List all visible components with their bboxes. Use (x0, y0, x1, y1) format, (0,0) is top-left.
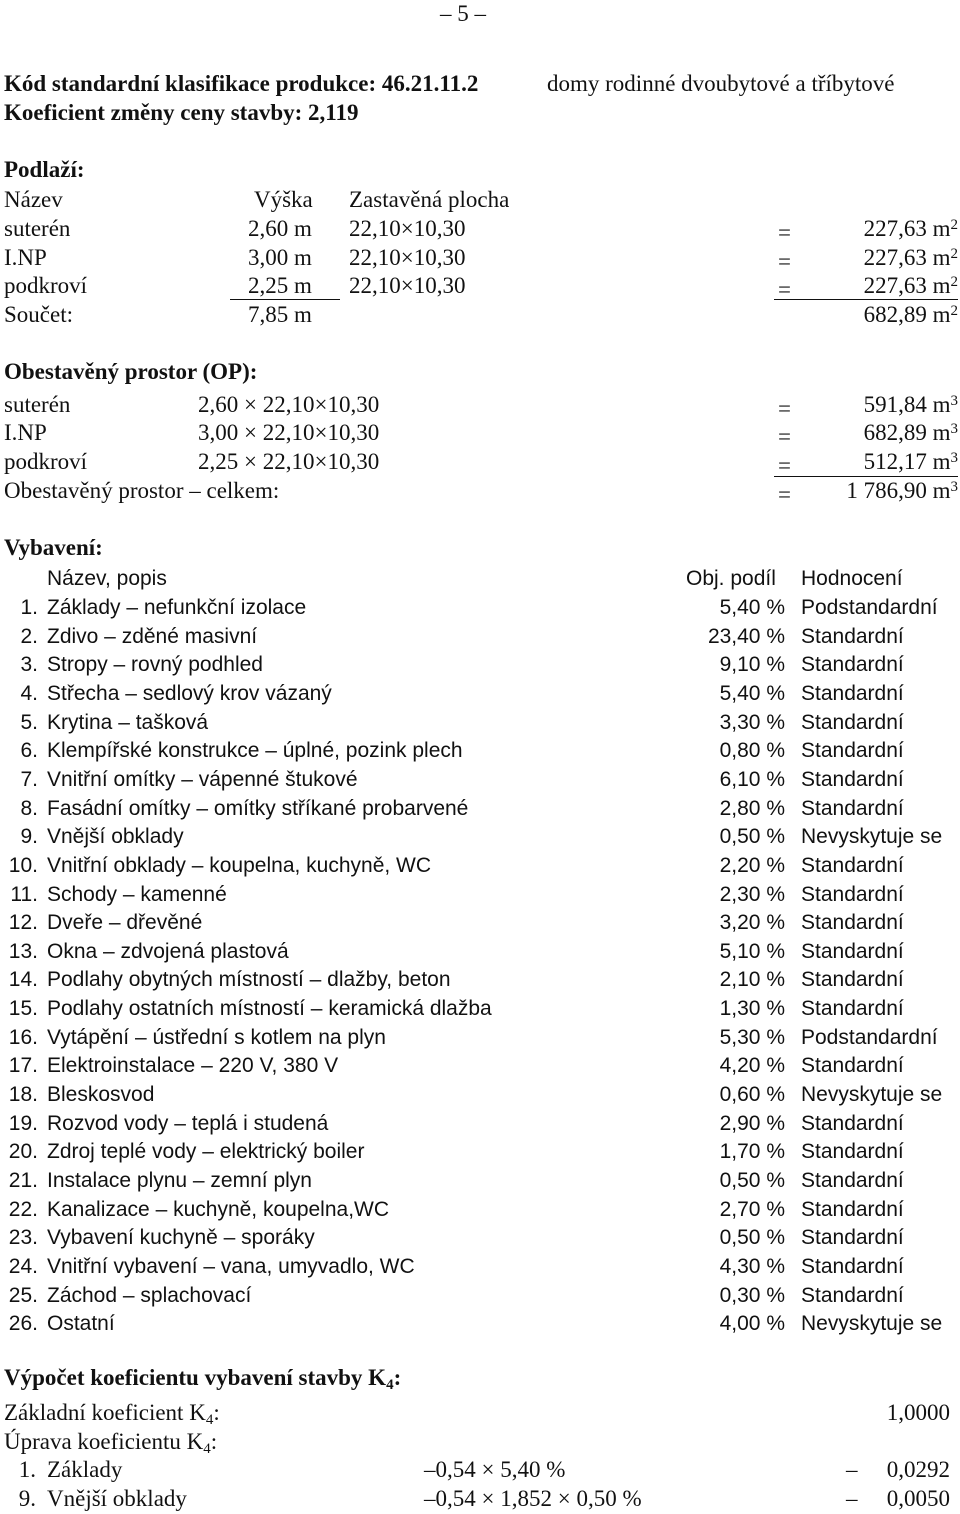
equipment-name: Instalace plynu – zemní plyn (47, 1169, 312, 1192)
k4-adjust-label: Úprava koeficientu $K_4$: (4, 1429, 218, 1457)
volume-name: podkroví (4, 449, 88, 474)
equipment-number: 10. (8, 853, 38, 877)
equipment-share: 5,10 % (719, 939, 785, 963)
equipment-rating: Standardní (801, 1283, 904, 1307)
floor-area-value: 227,63 $m^2$ (863, 273, 958, 298)
equipment-share: 9,10 % (719, 653, 785, 677)
k4-row-name: Základy (47, 1457, 123, 1482)
equipment-rating: Standardní (801, 968, 904, 992)
volume-equals: = (778, 396, 791, 421)
equipment-number: 17. (8, 1054, 38, 1078)
equipment-share: 23,40 % (707, 624, 785, 648)
floor-height: 2,25 m (248, 273, 312, 298)
floor-name: suterén (4, 216, 71, 241)
equipment-number: 26. (8, 1312, 38, 1336)
volume-equals: = (778, 453, 791, 478)
equipment-col-rating: Hodnocení (801, 567, 903, 590)
equipment-rating: Standardní (801, 739, 904, 763)
equipment-share: 2,20 % (719, 853, 785, 877)
equipment-share: 1,30 % (719, 997, 785, 1021)
k4-base-label: Základní koeficient $K_4$: (4, 1400, 220, 1428)
equipment-name: Zdroj teplé vody – elektrický boiler (47, 1140, 365, 1164)
equipment-number: 6. (20, 739, 38, 763)
equipment-name: Podlahy ostatních místností – keramická dlažba (47, 997, 492, 1021)
equipment-rating: Standardní (801, 710, 904, 734)
price-coefficient: Koeficient změny ceny stavby: 2,119 (4, 100, 359, 125)
equipment-rating: Standardní (801, 767, 904, 791)
equipment-name: Vnitřní obklady – koupelna, kuchyně, WC (47, 853, 432, 877)
equipment-name: Vytápění – ústřední s kotlem na plyn (47, 1025, 386, 1049)
equipment-number: 15. (8, 997, 38, 1021)
equipment-col-share: Obj. podíl (686, 567, 776, 590)
volume-total-value: 1 786,90 $m^3$ (846, 478, 958, 503)
floor-area-value: 227,63 $m^2$ (863, 245, 958, 270)
equipment-name: Krytina – tašková (47, 710, 209, 734)
equipment-name: Fasádní omítky – omítky stříkané probarvené (47, 796, 469, 820)
equipment-rating: Standardní (801, 1197, 904, 1221)
area-sum-rule (774, 299, 958, 300)
equipment-number: 1. (20, 596, 38, 619)
equipment-number: 21. (8, 1169, 38, 1192)
k4-row-sign: – (846, 1457, 858, 1482)
equipment-share: 0,50 % (719, 825, 785, 849)
equipment-number: 18. (8, 1083, 38, 1107)
equipment-name: Základy – nefunkční izolace (47, 596, 307, 619)
equipment-name: Střecha – sedlový krov vázaný (47, 681, 332, 705)
k4-row-number: 1. (18, 1457, 36, 1482)
equipment-rating: Standardní (801, 1140, 904, 1164)
volume-name: I.NP (4, 420, 47, 445)
equipment-name: Podlahy obytných místností – dlažby, beton (47, 968, 451, 992)
equipment-share: 1,70 % (719, 1140, 785, 1164)
equipment-share: 5,30 % (719, 1025, 785, 1049)
equipment-name: Záchod – splachovací (47, 1283, 252, 1307)
floor-formula: 22,10×10,30 (349, 273, 466, 298)
k4-row-number: 9. (18, 1486, 36, 1511)
equipment-rating: Nevyskytuje se (801, 1083, 943, 1107)
equipment-rating: Standardní (801, 796, 904, 820)
equipment-share: 0,50 % (719, 1169, 785, 1192)
equipment-rating: Standardní (801, 653, 904, 677)
floors-total-height: 7,85 m (248, 302, 312, 327)
equipment-name: Okna – zdvojená plastová (47, 939, 289, 963)
k4-base-value: 1,0000 (886, 1400, 950, 1425)
volume-equals: = (778, 424, 791, 449)
equipment-number: 24. (8, 1254, 38, 1278)
equipment-number: 5. (20, 710, 38, 734)
equipment-name: Kanalizace – kuchyně, koupelna,WC (47, 1197, 390, 1221)
equipment-rating: Standardní (801, 681, 904, 705)
volume-formula: 2,60 × 22,10×10,30 (198, 392, 380, 417)
volume-formula: 3,00 × 22,10×10,30 (198, 420, 380, 445)
equipment-rating: Standardní (801, 997, 904, 1021)
equipment-name: Zdivo – zděné masivní (47, 624, 258, 648)
k4-row-value: 0,0292 (886, 1457, 950, 1482)
equipment-name: Stropy – rovný podhled (47, 653, 263, 677)
equipment-rating: Standardní (801, 1111, 904, 1135)
equipment-number: 3. (20, 653, 38, 677)
equipment-number: 20. (8, 1140, 38, 1164)
equipment-share: 5,40 % (719, 681, 785, 705)
equipment-name: Vnitřní vybavení – vana, umyvadlo, WC (47, 1254, 415, 1278)
floors-heading: Podlaží: (4, 157, 85, 182)
equipment-name: Rozvod vody – teplá i studená (47, 1111, 329, 1135)
equipment-share: 4,00 % (719, 1312, 785, 1336)
equipment-name: Klempířské konstrukce – úplné, pozink plech (47, 739, 463, 763)
equipment-number: 11. (10, 882, 38, 906)
k4-heading: Výpočet koeficientu vybavení stavby $K_4$: (4, 1365, 402, 1393)
equipment-name: Schody – kamenné (47, 882, 227, 906)
volume-formula: 2,25 × 22,10×10,30 (198, 449, 380, 474)
k4-row-value: 0,0050 (886, 1486, 950, 1511)
equipment-rating: Standardní (801, 624, 904, 648)
equipment-rating: Podstandardní (801, 596, 938, 619)
equipment-number: 2. (20, 624, 38, 648)
k4-row-name: Vnější obklady (47, 1486, 187, 1511)
equipment-share: 0,50 % (719, 1226, 785, 1250)
equipment-name: Bleskosvod (47, 1083, 155, 1107)
equipment-number: 22. (8, 1197, 38, 1221)
floors-total-area: 682,89 $m^2$ (863, 302, 958, 327)
equipment-share: 2,90 % (719, 1111, 785, 1135)
volume-total-equals: = (778, 482, 791, 507)
floor-equals: = (778, 249, 791, 274)
classification-description: domy rodinné dvoubytové a tříbytové (547, 71, 895, 96)
floor-formula: 22,10×10,30 (349, 245, 466, 270)
equipment-rating: Standardní (801, 1254, 904, 1278)
volume-name: suterén (4, 392, 71, 417)
volume-value: 512,17 $m^3$ (863, 449, 958, 474)
equipment-share: 2,70 % (719, 1197, 785, 1221)
equipment-rating: Standardní (801, 853, 904, 877)
equipment-number: 7. (20, 767, 38, 791)
equipment-share: 0,60 % (719, 1083, 785, 1107)
equipment-rating: Standardní (801, 1169, 904, 1192)
equipment-rating: Standardní (801, 1226, 904, 1250)
floor-height: 2,60 m (248, 216, 312, 241)
equipment-rating: Nevyskytuje se (801, 1312, 943, 1336)
volume-total-label: Obestavěný prostor – celkem: (4, 478, 280, 503)
volume-value: 591,84 $m^3$ (863, 392, 958, 417)
floor-equals: = (778, 220, 791, 245)
k4-row-sign: – (846, 1486, 858, 1511)
equipment-share: 2,30 % (719, 882, 785, 906)
equipment-name: Vnitřní omítky – vápenné štukové (47, 767, 358, 791)
equipment-number: 23. (8, 1226, 38, 1250)
equipment-rating: Standardní (801, 939, 904, 963)
volume-value: 682,89 $m^3$ (863, 420, 958, 445)
volume-heading: Obestavěný prostor (OP): (4, 359, 258, 384)
equipment-rating: Standardní (801, 1054, 904, 1078)
equipment-share: 3,20 % (719, 911, 785, 935)
floor-height: 3,00 m (248, 245, 312, 270)
equipment-rating: Podstandardní (801, 1025, 938, 1049)
page-number: – 5 – (440, 1, 486, 26)
equipment-share: 5,40 % (719, 596, 785, 619)
equipment-number: 13. (8, 939, 38, 963)
floors-col-area: Zastavěná plocha (349, 187, 510, 212)
equipment-share: 4,30 % (719, 1254, 785, 1278)
equipment-rating: Standardní (801, 911, 904, 935)
floor-area-value: 227,63 $m^2$ (863, 216, 958, 241)
classification-label: Kód standardní klasifikace produkce: 46.21.11.2 (4, 71, 479, 96)
floor-name: I.NP (4, 245, 47, 270)
floors-col-height: Výška (254, 187, 313, 212)
equipment-share: 2,10 % (719, 968, 785, 992)
equipment-number: 16. (8, 1025, 38, 1049)
equipment-col-name: Název, popis (47, 567, 167, 590)
equipment-share: 2,80 % (719, 796, 785, 820)
height-sum-rule (230, 299, 340, 300)
floor-equals: = (778, 277, 791, 302)
equipment-share: 0,80 % (719, 739, 785, 763)
floors-total-label: Součet: (4, 302, 73, 327)
equipment-share: 6,10 % (719, 767, 785, 791)
equipment-heading: Vybavení: (4, 535, 103, 560)
equipment-name: Vnější obklady (47, 825, 184, 849)
equipment-number: 4. (20, 681, 38, 705)
equipment-number: 12. (8, 911, 38, 935)
equipment-rating: Nevyskytuje se (801, 825, 943, 849)
equipment-number: 14. (8, 968, 38, 992)
equipment-name: Vybavení kuchyně – sporáky (47, 1226, 315, 1250)
equipment-share: 3,30 % (719, 710, 785, 734)
equipment-share: 4,20 % (719, 1054, 785, 1078)
k4-row-formula: –0,54 × 1,852 × 0,50 % (424, 1486, 642, 1511)
equipment-name: Elektroinstalace – 220 V, 380 V (47, 1054, 339, 1078)
equipment-number: 25. (8, 1283, 38, 1307)
equipment-name: Dveře – dřevěné (47, 911, 203, 935)
equipment-name: Ostatní (47, 1312, 115, 1336)
equipment-number: 9. (20, 825, 38, 849)
equipment-number: 19. (8, 1111, 38, 1135)
floor-formula: 22,10×10,30 (349, 216, 466, 241)
floors-col-name: Název (4, 187, 63, 212)
equipment-rating: Standardní (801, 882, 904, 906)
equipment-number: 8. (20, 796, 38, 820)
k4-row-formula: –0,54 × 5,40 % (424, 1457, 566, 1482)
equipment-share: 0,30 % (719, 1283, 785, 1307)
floor-name: podkroví (4, 273, 88, 298)
